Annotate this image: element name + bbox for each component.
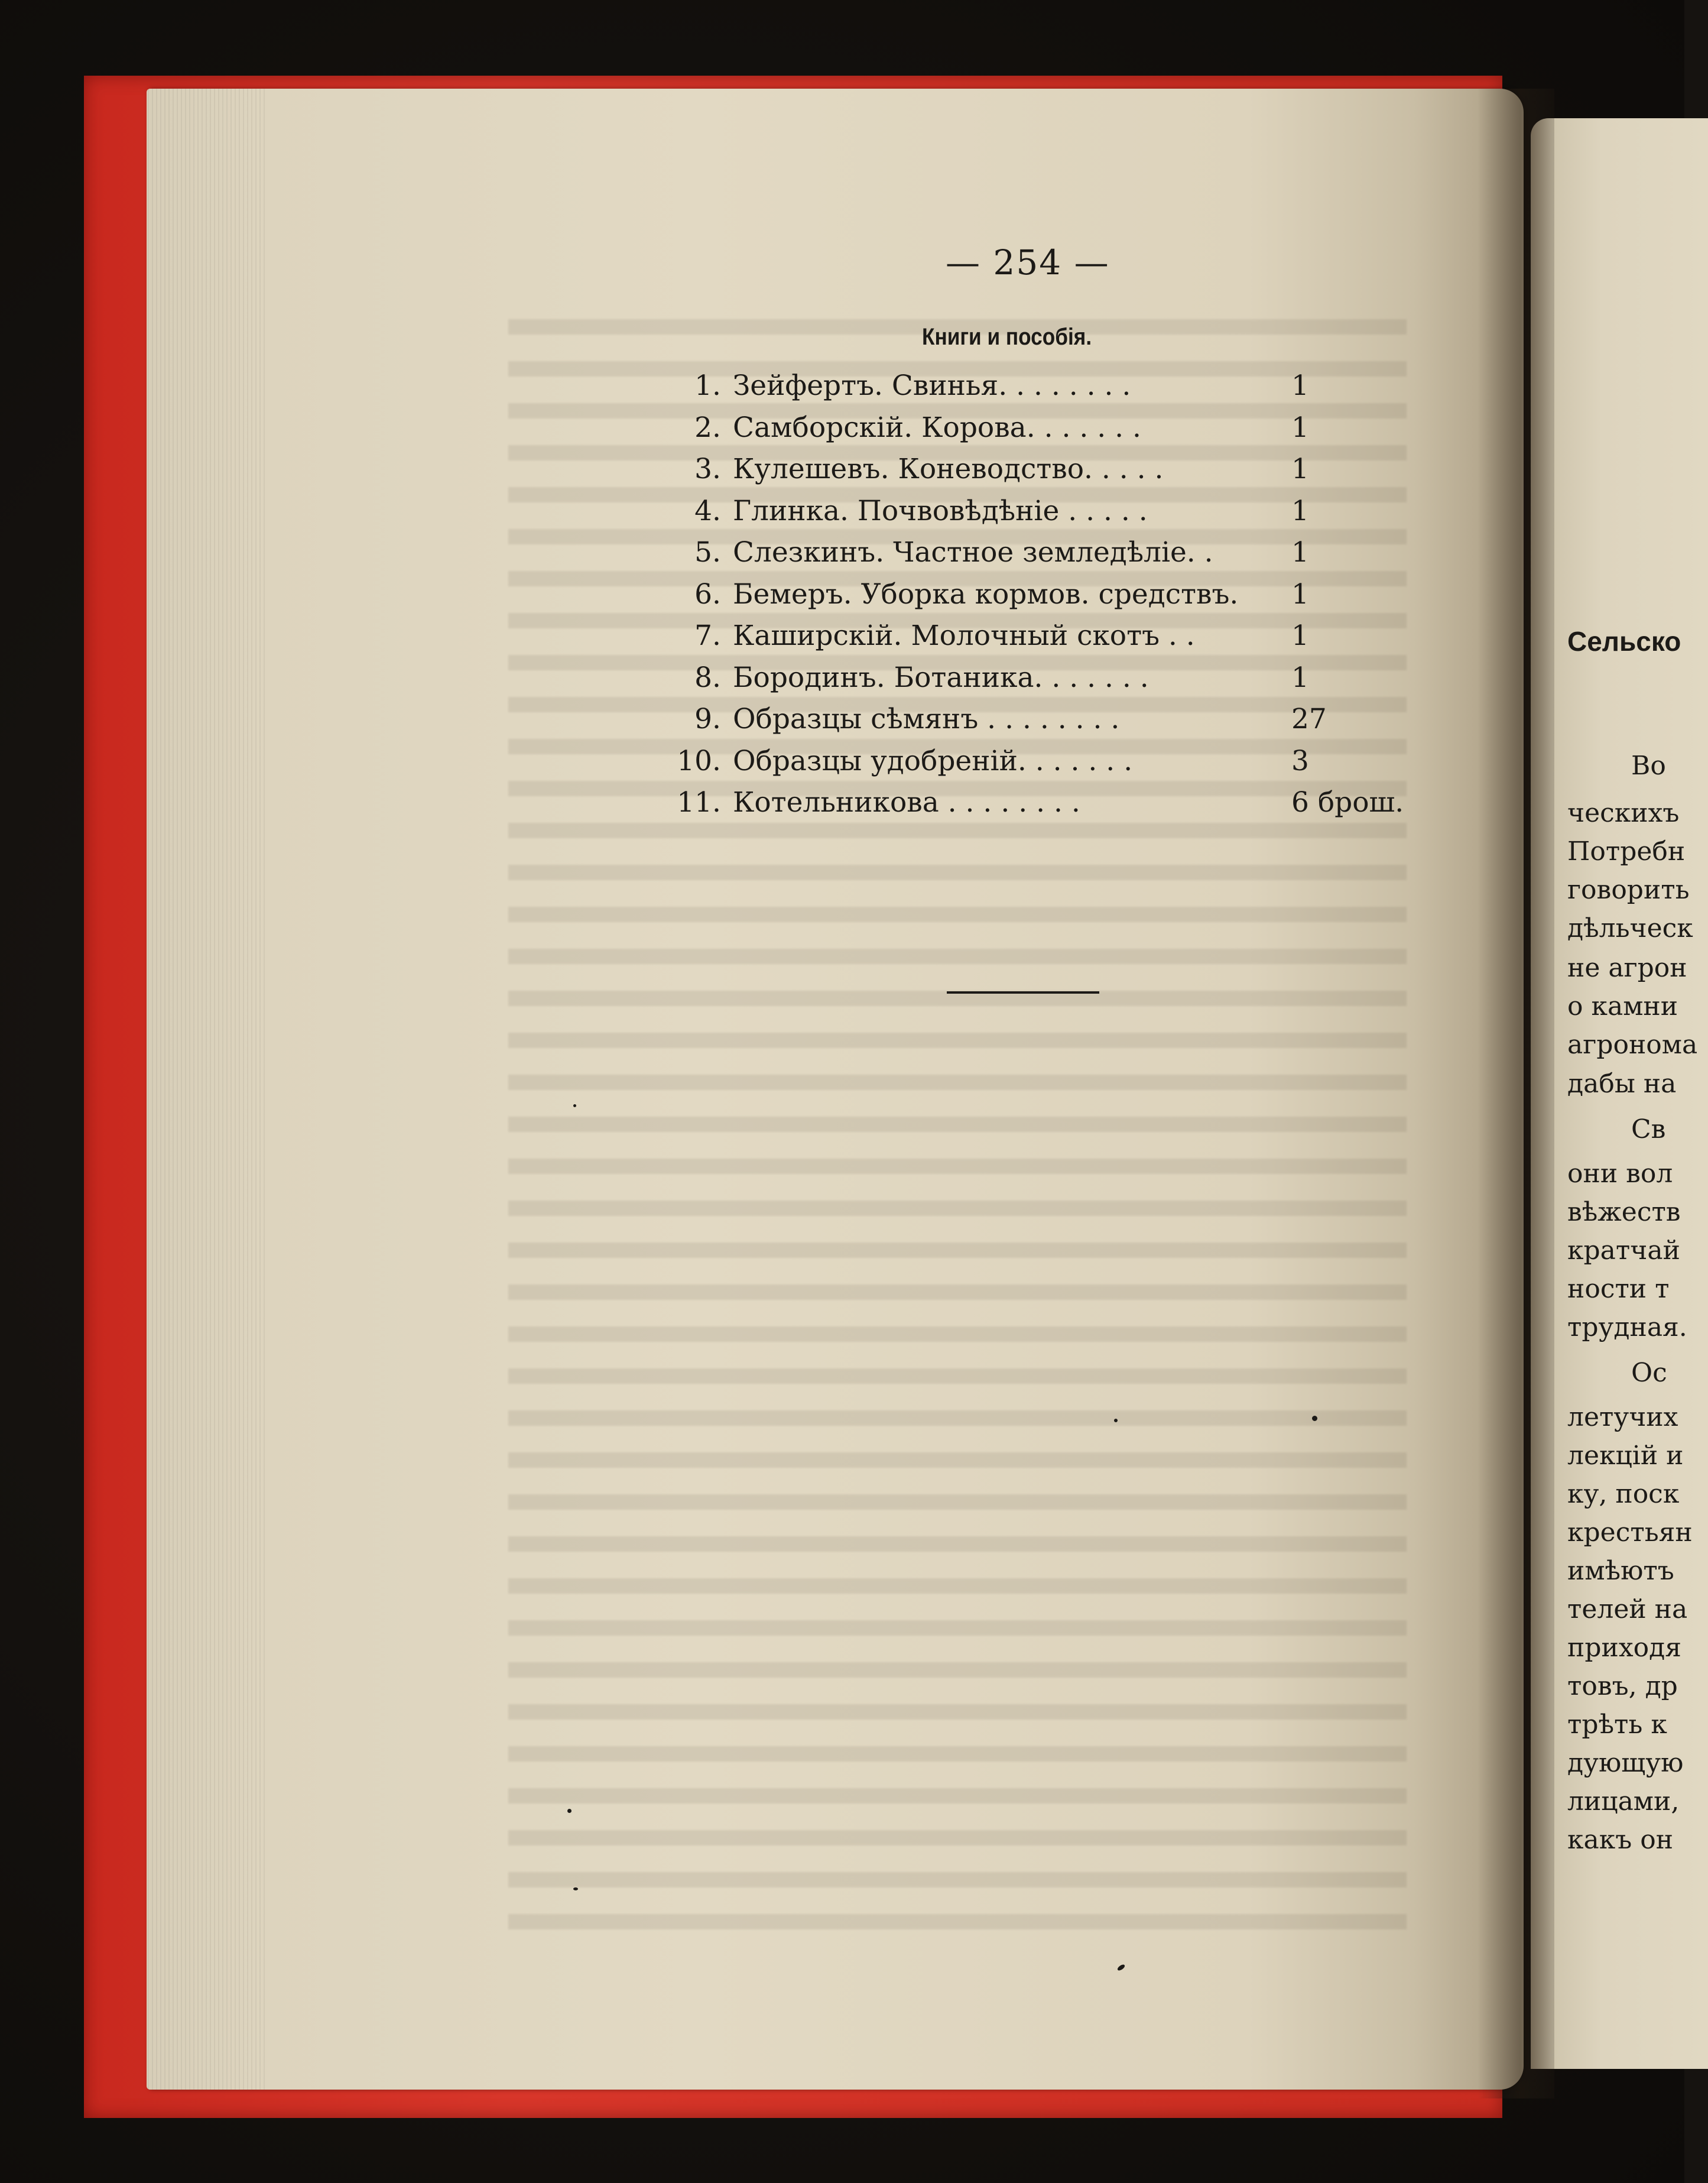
right-page-line: о камни [1567,991,1678,1021]
page-number: — 254 — [946,242,1110,283]
item-count: 1 [1291,411,1309,444]
item-title: Каширскій. Молочный скотъ . . [733,619,1195,652]
spine-shadow [1478,89,1554,2098]
section-divider [947,991,1099,994]
item-title: Бородинъ. Ботаника. . . . . . . [733,661,1149,694]
list-item [668,661,1436,703]
list-item [668,495,1436,537]
book-list [668,369,1436,828]
item-number: 1. [694,369,721,402]
list-item [668,369,1436,411]
right-page-line: трудная. [1567,1312,1687,1342]
item-count: 27 [1291,703,1327,735]
item-count: 1 [1291,619,1309,652]
right-page-line: Во [1631,751,1666,781]
item-title: Образцы удобреній. . . . . . . [733,744,1133,777]
right-page-heading: Сельско [1567,626,1681,657]
item-number: 2. [694,411,721,444]
item-title: Самборскій. Корова. . . . . . . [733,411,1141,444]
right-page-line: Потребн [1567,836,1686,867]
right-page-line: дабы на [1567,1069,1677,1099]
item-number: 6. [694,578,721,611]
right-page-line: говорить [1567,875,1690,905]
page-edges [148,89,266,2090]
right-page-line: какъ он [1567,1825,1674,1855]
right-page-line: агронома [1567,1030,1698,1060]
right-page-line: ческихъ [1567,798,1680,828]
item-number: 11. [677,786,721,819]
right-page-line: товъ, др [1567,1671,1678,1701]
item-count: 1 [1291,494,1309,527]
list-item [668,536,1436,578]
item-title: Бемеръ. Уборка кормов. средствъ. [733,578,1239,611]
right-page-line: не агрон [1567,953,1687,983]
list-item [668,703,1436,745]
item-number: 9. [694,703,721,735]
item-count: 1 [1291,661,1309,694]
list-item [668,786,1436,828]
right-page-line: крестьян [1567,1517,1693,1548]
item-count: 6 брош. [1291,786,1404,819]
list-item [668,411,1436,453]
item-title: Зейфертъ. Свинья. . . . . . . . [733,369,1131,402]
right-page-line: лицами, [1567,1786,1680,1817]
item-number: 10. [677,744,721,777]
right-page-line: Св [1631,1114,1666,1144]
item-title: Кулешевъ. Коневодство. . . . . [733,453,1164,485]
right-page-line: ности т [1567,1274,1670,1304]
right-page-line: приходя [1567,1633,1681,1663]
item-title: Слезкинъ. Частное земледѣліе. . [733,536,1213,569]
item-title: Образцы сѣмянъ . . . . . . . . [733,703,1120,735]
item-count: 1 [1291,578,1309,611]
item-count: 1 [1291,536,1309,569]
item-title: Котельникова . . . . . . . . [733,786,1080,819]
item-title: Глинка. Почвовѣдѣніе . . . . . [733,494,1148,527]
right-page-line: они вол [1567,1159,1673,1189]
right-page-line: дѣльческ [1567,913,1693,943]
item-number: 8. [694,661,721,694]
item-number: 3. [694,453,721,485]
right-page-line: телей на [1567,1594,1688,1624]
right-page-line: имѣютъ [1567,1556,1674,1586]
right-page-line: ку, поск [1567,1479,1680,1509]
right-page-line: летучих [1567,1402,1678,1432]
list-item [668,453,1436,495]
section-heading: Книги и пособія. [922,324,1092,350]
item-number: 5. [694,536,721,569]
list-item [668,619,1436,661]
item-count: 1 [1291,369,1309,402]
item-number: 4. [694,494,721,527]
right-page-line: кратчай [1567,1235,1680,1266]
item-count: 3 [1291,744,1309,777]
right-page-line: дующую [1567,1748,1684,1778]
right-page-line: вѣжеств [1567,1197,1681,1227]
list-item [668,745,1436,787]
right-page-line: Ос [1631,1358,1667,1388]
list-item [668,578,1436,620]
right-page-line: трѣть к [1567,1710,1667,1740]
right-page-line: лекцій и [1567,1441,1684,1471]
item-count: 1 [1291,453,1309,485]
item-number: 7. [694,619,721,652]
